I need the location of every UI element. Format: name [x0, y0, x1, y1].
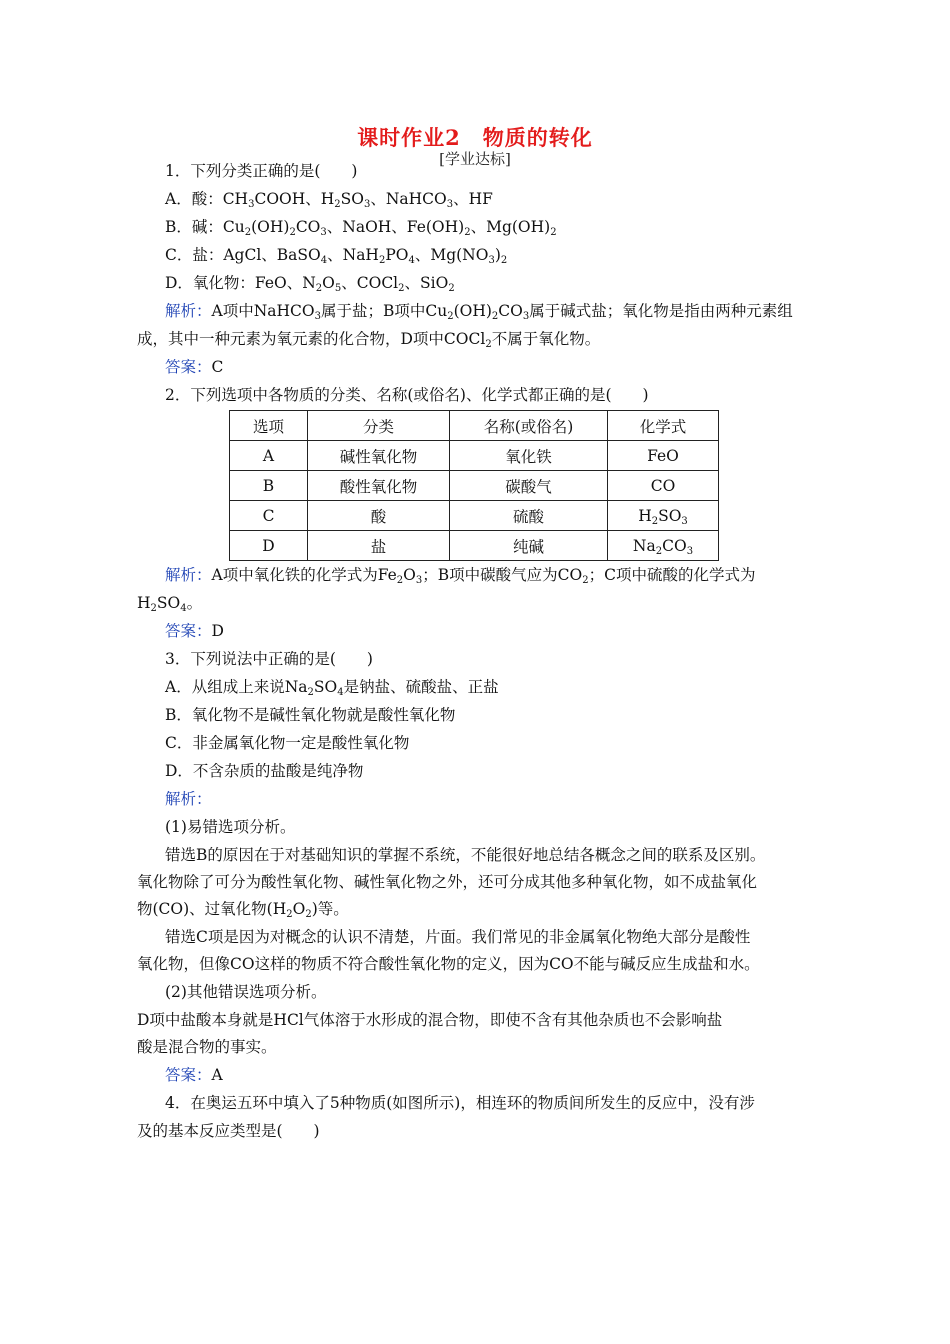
text-segment: A．从组成上来说Na — [165, 678, 308, 696]
q1-stem: 1．下列分类正确的是( ) — [165, 162, 358, 180]
text-segment: Na — [632, 536, 656, 555]
table-row — [230, 531, 719, 561]
formula-subscript: 3 — [446, 199, 454, 210]
text-segment: ；C项中硫酸的化学式为 — [588, 566, 756, 584]
q3-answer — [165, 1065, 223, 1085]
page-subtitle: [学业达标] — [439, 150, 511, 168]
text-segment: B．碱：Cu — [165, 218, 245, 236]
q1-answer-value: C — [211, 358, 224, 376]
q1-analysis-line-1 — [165, 301, 793, 321]
table-cell: 酸 — [308, 501, 450, 531]
text-segment: CO — [662, 536, 687, 555]
q3-answer-label: 答案： — [165, 1066, 212, 1084]
text-segment: CO — [650, 476, 676, 495]
table-cell: 硫酸 — [450, 501, 608, 531]
text-segment: 、Mg(NO — [414, 246, 489, 264]
table-cell: D — [230, 531, 308, 561]
formula-subscript: 2 — [485, 339, 492, 350]
table-header-cell: 选项 — [230, 411, 308, 441]
formula-subscript: 2 — [289, 227, 296, 238]
q1-answer-label: 答案： — [165, 358, 212, 376]
formula-subscript: 2 — [396, 575, 404, 586]
table-row — [230, 471, 719, 501]
q1-analysis-line-2 — [137, 329, 600, 349]
formula-subscript: 2 — [315, 283, 323, 294]
text-segment: 。 — [186, 594, 203, 612]
text-segment: 属于碱式盐；氧化物是指由两种元素组 — [529, 302, 793, 320]
formula-subscript: 3 — [686, 545, 694, 557]
table-header-cell: 分类 — [308, 411, 450, 441]
formula-subscript: 3 — [522, 311, 530, 322]
table-header-cell: 名称(或俗名) — [450, 411, 608, 441]
formula-subscript: 3 — [320, 227, 327, 238]
q3-analysis-p5-line-1: D项中盐酸本身就是HCl气体溶于水形成的混合物，即使不含有其他杂质也不会影响盐 — [137, 1011, 723, 1029]
q3-analysis-label: 解析： — [165, 790, 212, 808]
table-row — [230, 441, 719, 471]
text-segment: ；B项中碳酸气应为CO — [422, 566, 583, 584]
table-cell — [608, 471, 719, 501]
formula-subscript: 3 — [681, 515, 688, 527]
formula-subscript: 2 — [448, 283, 455, 294]
q2-analysis-label: 解析： — [165, 566, 212, 584]
text-segment: 、COCl — [341, 274, 399, 292]
text-segment: H — [638, 506, 652, 525]
text-segment: 、HF — [453, 190, 493, 208]
formula-subscript: 4 — [180, 603, 187, 614]
formula-subscript: 2 — [651, 515, 659, 527]
table-cell: 碳酸气 — [450, 471, 608, 501]
table-cell — [608, 441, 719, 471]
text-segment: D．氧化物：FeO、N — [165, 274, 316, 292]
table-cell: B — [230, 471, 308, 501]
q3-analysis-p4: (2)其他错误选项分析。 — [165, 983, 327, 1001]
q3-stem: 3．下列说法中正确的是( ) — [165, 650, 373, 668]
formula-subscript: 5 — [334, 283, 342, 294]
text-segment: 、NaOH、Fe(OH) — [326, 218, 465, 236]
text-segment: SO — [313, 678, 338, 696]
q1-analysis-label: 解析： — [165, 302, 212, 320]
text-segment: ) — [494, 246, 501, 264]
q3-option-d: D．不含杂质的盐酸是纯净物 — [165, 762, 364, 780]
q1-option-c — [165, 245, 507, 265]
table-header-row — [230, 411, 719, 441]
formula-subscript: 3 — [314, 311, 321, 322]
formula-subscript: 2 — [447, 311, 454, 322]
q3-analysis-p5-line-2: 酸是混合物的事实。 — [137, 1038, 277, 1056]
formula-subscript: 2 — [655, 545, 663, 557]
table-cell: 盐 — [308, 531, 450, 561]
formula-subscript: 2 — [334, 199, 341, 210]
formula-subscript: 2 — [286, 909, 293, 920]
q3-analysis-p1: (1)易错选项分析。 — [165, 818, 296, 836]
q2-analysis-line-2 — [137, 593, 202, 613]
formula-subscript: 2 — [398, 283, 405, 294]
q3-analysis-p2-line-2: 氧化物除了可分为酸性氧化物、碱性氧化物之外，还可分成其他多种氧化物，如不成盐氧化 — [137, 873, 758, 891]
text-segment: 、SiO — [404, 274, 449, 292]
text-segment: 物(CO)、过氧化物(H — [137, 900, 287, 918]
q1-analysis-text — [212, 302, 793, 320]
text-segment: O — [292, 900, 306, 918]
table-cell: 酸性氧化物 — [308, 471, 450, 501]
formula-subscript: 4 — [408, 255, 415, 266]
table-cell — [608, 501, 719, 531]
q2-answer-label: 答案： — [165, 622, 212, 640]
q3-analysis-p3-line-2: 氧化物，但像CO这样的物质不符合酸性氧化物的定义，因为CO不能与碱反应生成盐和水。 — [137, 955, 760, 973]
q3-option-b: B．氧化物不是碱性氧化物就是酸性氧化物 — [165, 706, 456, 724]
table-cell: 碱性氧化物 — [308, 441, 450, 471]
formula-subscript: 3 — [415, 575, 423, 586]
text-segment: 、Mg(OH) — [470, 218, 551, 236]
text-segment: C．盐：AgCl、BaSO — [165, 246, 321, 264]
text-segment: CO — [498, 302, 523, 320]
table-cell: A — [230, 441, 308, 471]
table-cell — [608, 531, 719, 561]
q4-stem-line-1: 4．在奥运五环中填入了5种物质(如图所示)，相连环的物质间所发生的反应中，没有涉 — [165, 1094, 755, 1112]
text-segment: COOH、H — [254, 190, 335, 208]
text-segment: A项中氧化铁的化学式为Fe — [211, 566, 397, 584]
text-segment: H — [137, 594, 151, 612]
formula-subscript: 2 — [582, 575, 589, 586]
q3-analysis-p2-line-3 — [137, 899, 349, 919]
formula-subscript: 2 — [500, 255, 508, 266]
formula-subscript: 2 — [244, 227, 252, 238]
text-segment: A项中NaHCO — [211, 302, 315, 320]
text-segment: CO — [295, 218, 321, 236]
q3-analysis-p2-line-1: 错选B的原因在于对基础知识的掌握不系统，不能很好地总结各概念之间的联系及区别。 — [165, 846, 766, 864]
text-segment: 、NaHCO — [370, 190, 447, 208]
text-segment: 、NaH — [327, 246, 379, 264]
q3-answer-value: A — [211, 1066, 223, 1084]
q3-option-c: C．非金属氧化物一定是酸性氧化物 — [165, 734, 410, 752]
text-segment: A．酸：CH — [165, 190, 249, 208]
q1-option-b — [165, 217, 557, 237]
formula-subscript: 3 — [248, 199, 255, 210]
q2-analysis-text — [212, 566, 756, 584]
formula-subscript: 3 — [363, 199, 371, 210]
formula-subscript: 2 — [491, 311, 499, 322]
text-segment: 不属于氧化物。 — [491, 330, 601, 348]
q1-option-a — [165, 189, 493, 209]
formula-subscript: 2 — [464, 227, 471, 238]
text-segment: O — [322, 274, 335, 292]
table-cell: 纯碱 — [450, 531, 608, 561]
q2-answer-value: D — [211, 622, 224, 640]
q1-option-d — [165, 273, 455, 293]
text-segment: )等。 — [311, 900, 349, 918]
text-segment: O — [403, 566, 416, 584]
formula-subscript: 2 — [150, 603, 157, 614]
formula-subscript: 4 — [320, 255, 328, 266]
q1-answer — [165, 357, 223, 377]
formula-subscript: 2 — [307, 687, 314, 698]
text-segment: 成，其中一种元素为氧元素的化合物，D项中COCl — [137, 330, 486, 348]
q2-stem: 2．下列选项中各物质的分类、名称(或俗名)、化学式都正确的是( ) — [165, 386, 649, 404]
table-header-cell: 化学式 — [608, 411, 719, 441]
formula-subscript: 4 — [337, 687, 344, 698]
formula-subscript: 2 — [378, 255, 386, 266]
text-segment: (OH) — [251, 218, 290, 236]
text-segment: 是钠盐、硫酸盐、正盐 — [343, 678, 499, 696]
formula-subscript: 3 — [488, 255, 495, 266]
q4-stem-line-2: 及的基本反应类型是( ) — [137, 1122, 320, 1140]
table-row — [230, 501, 719, 531]
table-cell: C — [230, 501, 308, 531]
formula-subscript: 2 — [550, 227, 557, 238]
text-segment: 属于盐；B项中Cu — [320, 302, 448, 320]
text-segment: SO — [340, 190, 364, 208]
text-segment: PO — [385, 246, 409, 264]
text-segment: FeO — [647, 446, 679, 465]
q2-table — [229, 410, 719, 561]
text-segment: SO — [156, 594, 181, 612]
page-title: 课时作业2 物质的转化 — [357, 125, 593, 150]
text-segment: SO — [658, 506, 682, 525]
formula-subscript: 2 — [305, 909, 312, 920]
table-cell: 氧化铁 — [450, 441, 608, 471]
q3-option-a — [165, 677, 499, 697]
q2-analysis-line-1 — [165, 565, 755, 585]
q2-answer — [165, 621, 224, 641]
text-segment: (OH) — [453, 302, 492, 320]
q3-analysis-p3-line-1: 错选C项是因为对概念的认识不清楚，片面。我们常见的非金属氧化物绝大部分是酸性 — [165, 928, 751, 946]
